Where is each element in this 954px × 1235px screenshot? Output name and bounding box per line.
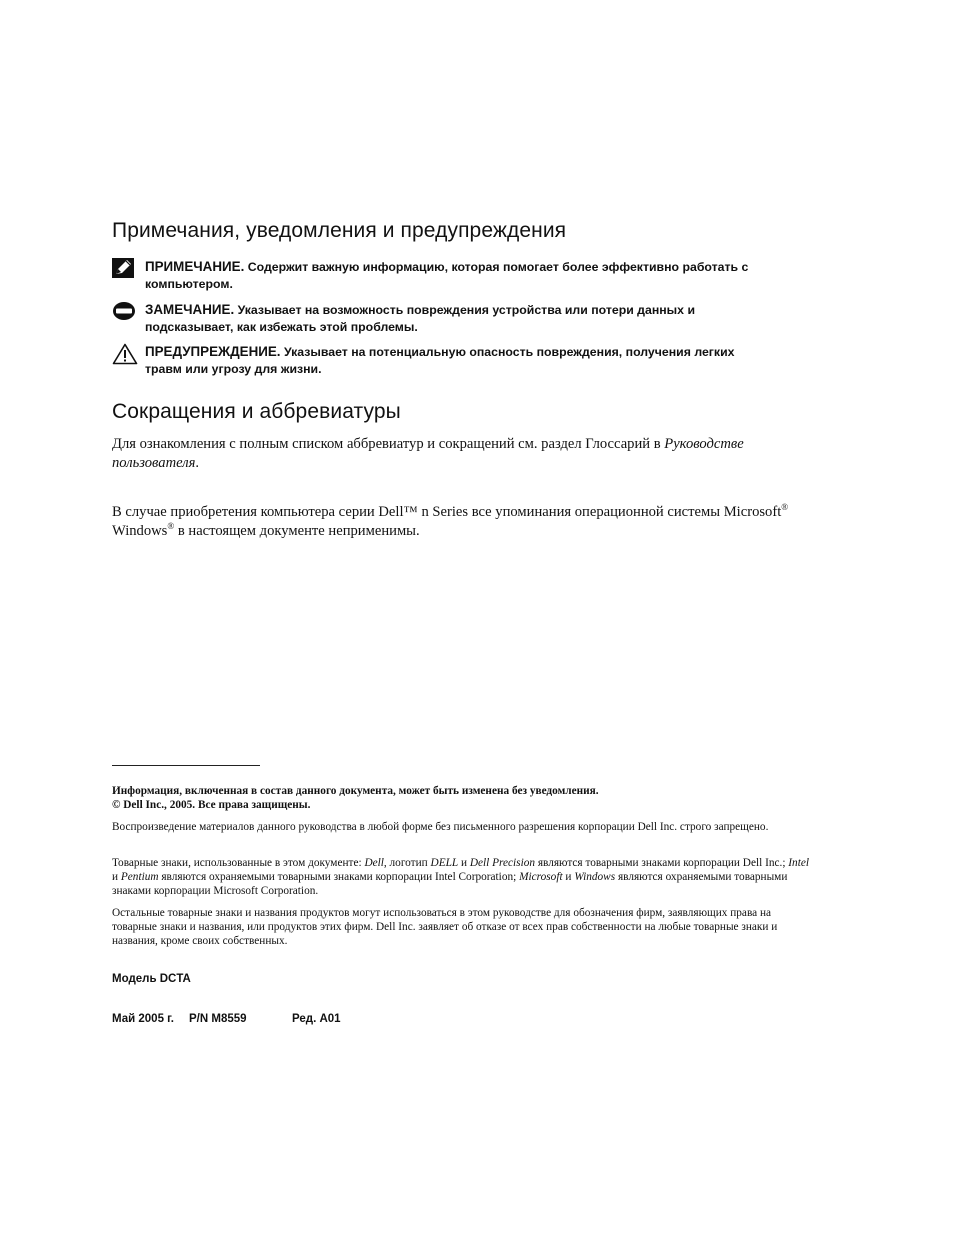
legal-line1: Информация, включенная в состав данного документа, может быть изменена без уведомления.	[112, 785, 599, 797]
para1-end: .	[195, 455, 200, 471]
tm-microsoft: Microsoft	[519, 871, 563, 883]
para1-text: Для ознакомления с полным списком аббревиатур и сокращений см. раздел Глоссарий в	[112, 436, 665, 452]
pencil-note-icon	[112, 258, 136, 280]
section-title-notes: Примечания, уведомления и предупреждения	[112, 219, 567, 242]
notice-text-line1: Указывает на возможность повреждения устройства или потери данных и	[237, 303, 695, 317]
registered-mark: ®	[781, 502, 789, 513]
tm-intel: Intel	[788, 857, 809, 869]
tm-text: Товарные знаки, использованные в этом документе:	[112, 857, 365, 869]
note-block	[112, 258, 812, 293]
publication-date: Май 2005 г.	[112, 1013, 174, 1025]
warning-text-line1: Указывает на потенциальную опасность повреждения, получения легких	[283, 345, 735, 359]
tm-pentium: Pentium	[120, 871, 159, 883]
tm-text: являются охраняемыми товарными знаками корпорации Microsoft Corporation.	[112, 871, 788, 897]
tm-dell-precision: Dell Precision	[469, 857, 536, 869]
user-guide-title-part2: пользователя	[112, 455, 196, 471]
model-number: Модель DCTA	[112, 973, 191, 985]
tm-text: являются товарными знаками корпорации Dell Inc.;	[535, 857, 789, 869]
note-text-line1: Содержит важную информацию, которая помогает более эффективно работать с	[247, 260, 749, 274]
para2-text-c: в настоящем документе неприменимы.	[174, 523, 420, 539]
tm-text: и	[112, 871, 121, 883]
reproduction-notice: Воспроизведение материалов данного руководства в любой форме без письменного разрешения корпорации Dell Inc. строго запрещено.	[112, 821, 769, 833]
tm-windows: Windows	[574, 871, 616, 883]
tm-dell: Dell	[364, 857, 384, 869]
tm-text: и	[562, 871, 575, 883]
para2-text-a: В случае приобретения компьютера серии Dell™ n Series все упоминания операционной системы Microsoft	[112, 504, 782, 520]
note-text-line2: компьютером.	[145, 277, 233, 291]
section-title-abbreviations: Сокращения и аббревиатуры	[112, 400, 401, 423]
notice-hand-icon	[112, 301, 136, 323]
notice-text-line2: подсказывает, как избежать этой проблемы.	[145, 320, 418, 334]
warning-triangle-icon	[112, 343, 136, 365]
warning-text-line2: травм или угрозу для жизни.	[145, 362, 322, 376]
warning-block	[112, 343, 812, 378]
other-trademarks-paragraph: Остальные товарные знаки и названия продуктов могут использоваться в этом руководстве для обозначения фирм, заявляющих права на товарные знаки и названия, или продуктов этих фирм. Dell Inc. заявляет об отказе от всех прав собственности на любые товарные знаки и названия, кроме своих собственных.	[112, 907, 778, 947]
copyright-line: © Dell Inc., 2005. Все права защищены.	[112, 799, 311, 811]
warning-label: ПРЕДУПРЕЖДЕНИЕ.	[145, 344, 281, 359]
tm-text: являются охраняемыми товарными знаками корпорации Intel Corporation;	[158, 871, 520, 883]
tm-dell-logo: DELL	[430, 857, 459, 869]
footnote-divider	[112, 765, 260, 766]
notice-block	[112, 301, 812, 336]
trademarks-paragraph	[112, 856, 817, 898]
registered-mark: ®	[167, 521, 175, 532]
tm-text: и	[458, 857, 470, 869]
abbreviations-paragraph	[112, 435, 817, 473]
legal-notice	[112, 784, 817, 812]
notice-label: ЗАМЕЧАНИЕ.	[145, 302, 235, 317]
revision: Ред. A01	[292, 1013, 341, 1025]
part-number: P/N M8559	[189, 1013, 247, 1025]
para2-text-b: Windows	[112, 523, 168, 539]
n-series-paragraph	[112, 503, 817, 541]
note-label: ПРИМЕЧАНИЕ.	[145, 259, 245, 274]
document-footer	[112, 1013, 341, 1025]
tm-text: , логотип	[383, 857, 431, 869]
user-guide-title-part1: Руководстве	[664, 436, 744, 452]
